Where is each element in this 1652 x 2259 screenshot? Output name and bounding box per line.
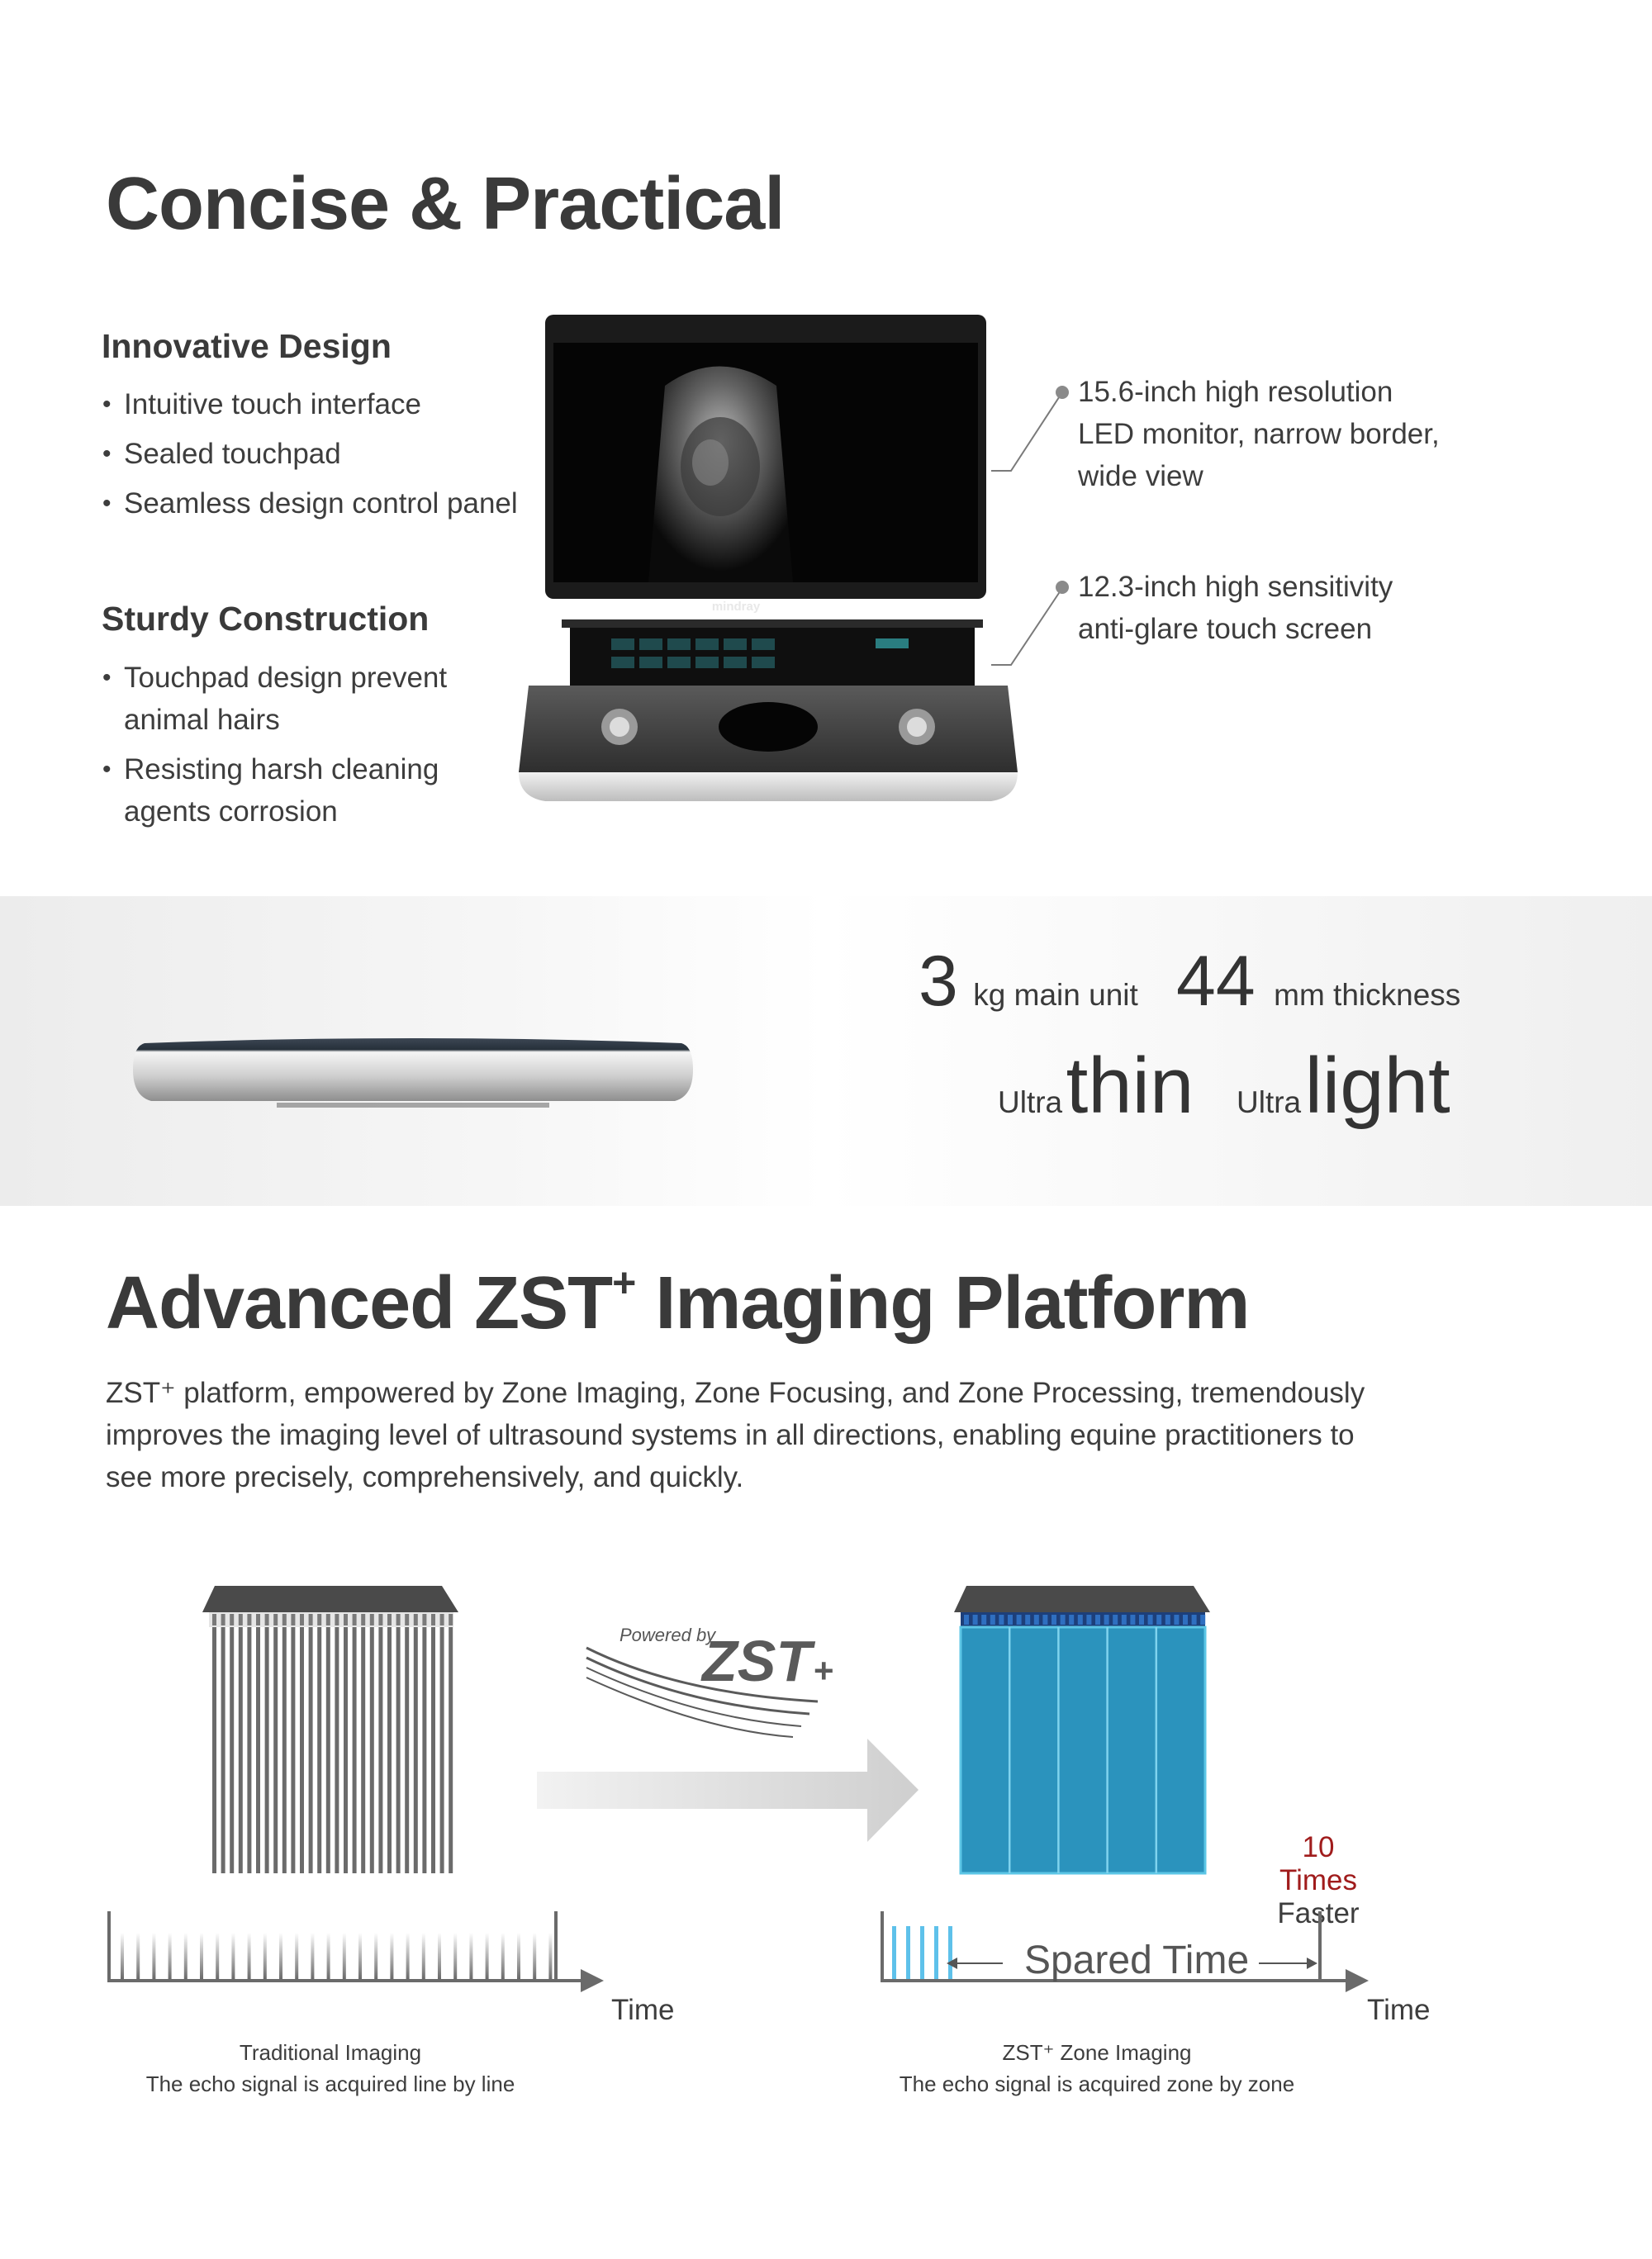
weight-value: 3 — [919, 942, 958, 1021]
transducer-element — [212, 1614, 216, 1625]
paragraph-line: improves the imaging level of ultrasound systems in all directions, enabling equine practitioners to — [106, 1419, 1355, 1451]
callout-lines — [991, 380, 1082, 677]
ultra-prefix: Ultra — [1237, 1085, 1302, 1119]
transducer-element — [449, 1614, 453, 1625]
timeline-pulse — [390, 1933, 393, 1979]
timeline-pulse — [920, 1926, 924, 1979]
scan-line — [405, 1627, 409, 1873]
transducer-element — [353, 1614, 357, 1625]
transducer-element — [1017, 1615, 1022, 1625]
zst-description — [106, 1372, 1365, 1498]
scan-line — [353, 1627, 357, 1873]
zst-logo-plus: + — [814, 1651, 834, 1690]
list-innovative-design — [102, 383, 565, 532]
scan-line — [239, 1627, 243, 1873]
thickness-value: 44 — [1176, 942, 1256, 1021]
transducer-element — [1104, 1615, 1109, 1625]
arrow-right-icon — [537, 1735, 921, 1846]
timeline-pulse — [438, 1933, 441, 1979]
timeline-pulse — [248, 1933, 251, 1979]
transducer-element — [361, 1614, 365, 1625]
scan-line — [265, 1627, 269, 1873]
timeline-pulse — [184, 1933, 188, 1979]
scan-line — [414, 1627, 418, 1873]
transducer-element — [1130, 1615, 1135, 1625]
transducer-element — [1051, 1615, 1056, 1625]
timeline-pulse — [406, 1933, 410, 1979]
transducer-element — [387, 1614, 392, 1625]
thickness-label: mm thickness — [1274, 978, 1461, 1012]
caption-line: Traditional Imaging — [239, 2040, 422, 2065]
transducer-element — [1061, 1615, 1066, 1625]
transducer-element — [1183, 1615, 1188, 1625]
scan-line — [230, 1627, 234, 1873]
scan-line — [370, 1627, 374, 1873]
scan-line — [449, 1627, 453, 1873]
transducer-element — [1008, 1615, 1013, 1625]
device-side-profile-image — [128, 1037, 698, 1119]
scan-line — [256, 1627, 260, 1873]
timeline-pulse — [216, 1933, 219, 1979]
zst-logo — [578, 1615, 851, 1747]
spec-thickness — [1176, 942, 1461, 1021]
section-title-zst — [106, 1259, 1249, 1346]
zst-logo-text: ZST — [702, 1629, 812, 1693]
scan-line — [361, 1627, 365, 1873]
faster-label: Faster — [1277, 1897, 1360, 1929]
timeline-pulse — [548, 1933, 552, 1979]
scan-line — [300, 1627, 304, 1873]
thin-word: thin — [1066, 1042, 1194, 1130]
traditional-timeline — [106, 1908, 733, 1999]
transducer-element — [344, 1614, 348, 1625]
weight-label: kg main unit — [973, 978, 1138, 1012]
spared-time-label: Spared Time — [1024, 1939, 1250, 1982]
traditional-transducer-diagram — [202, 1586, 467, 1875]
transducer-element — [1156, 1615, 1161, 1625]
transducer-element — [1122, 1615, 1127, 1625]
callout-line: wide view — [1078, 460, 1203, 492]
scan-line — [326, 1627, 330, 1873]
transducer-element — [309, 1614, 313, 1625]
transducer-element — [326, 1614, 330, 1625]
timeline-pulse — [948, 1926, 952, 1979]
timeline-pulse — [327, 1933, 330, 1979]
timeline-pulse — [231, 1933, 235, 1979]
scan-line — [291, 1627, 295, 1873]
transducer-element — [239, 1614, 243, 1625]
transducer-element — [431, 1614, 435, 1625]
powered-by-text: Powered by — [620, 1625, 716, 1645]
timeline-pulse — [152, 1933, 155, 1979]
scan-line — [335, 1627, 339, 1873]
heading-innovative-design: Innovative Design — [102, 327, 392, 365]
timeline-pulse — [136, 1933, 140, 1979]
list-item: • Touchpad design prevent animal hairs — [102, 657, 482, 741]
scan-line — [221, 1627, 225, 1873]
timeline-pulse — [263, 1933, 267, 1979]
scan-line — [396, 1627, 401, 1873]
transducer-element — [1042, 1615, 1047, 1625]
traditional-axis-label: Time — [611, 1994, 675, 2026]
scan-line — [212, 1627, 216, 1873]
timeline-pulse — [934, 1926, 938, 1979]
ultra-light — [1237, 1042, 1450, 1130]
transducer-element — [964, 1615, 969, 1625]
scan-line — [422, 1627, 426, 1873]
list-item: • Intuitive touch interface — [102, 383, 565, 425]
spec-weight — [919, 942, 1138, 1021]
transducer-element — [282, 1614, 287, 1625]
callout-line: anti-glare touch screen — [1078, 613, 1373, 645]
title-main: Advanced ZST — [106, 1262, 613, 1345]
traditional-caption — [116, 2037, 545, 2100]
transducer-element — [1200, 1615, 1205, 1625]
paragraph-line: ZST⁺ platform, empowered by Zone Imaging, Zone Focusing, and Zone Processing, tremendously — [106, 1377, 1365, 1409]
caption-line: The echo signal is acquired zone by zone — [899, 2072, 1295, 2096]
scan-line — [282, 1627, 287, 1873]
transducer-element — [317, 1614, 321, 1625]
timeline-pulse — [295, 1933, 298, 1979]
transducer-element — [981, 1615, 986, 1625]
callout-line: 12.3-inch high sensitivity — [1078, 571, 1393, 603]
scan-line — [378, 1627, 382, 1873]
scan-line — [309, 1627, 313, 1873]
callout-touch-screen — [1078, 566, 1393, 650]
transducer-element — [291, 1614, 295, 1625]
scan-line — [431, 1627, 435, 1873]
ultra-prefix: Ultra — [998, 1085, 1063, 1119]
scan-line — [247, 1627, 251, 1873]
transducer-element — [1025, 1615, 1030, 1625]
callout-monitor — [1078, 371, 1440, 497]
title-sup: + — [612, 1260, 636, 1306]
transducer-element — [300, 1614, 304, 1625]
timeline-pulse — [279, 1933, 282, 1979]
transducer-element — [256, 1614, 260, 1625]
transducer-element — [370, 1614, 374, 1625]
timeline-pulse — [422, 1933, 425, 1979]
transducer-element — [221, 1614, 225, 1625]
transducer-element — [247, 1614, 251, 1625]
callout-line: 15.6-inch high resolution — [1078, 376, 1393, 408]
transducer-element — [1148, 1615, 1153, 1625]
transducer-element — [1165, 1615, 1170, 1625]
timeline-pulse — [469, 1933, 472, 1979]
transducer-element — [265, 1614, 269, 1625]
light-word: light — [1304, 1042, 1450, 1130]
transducer-element — [273, 1614, 278, 1625]
timeline-pulse — [486, 1933, 489, 1979]
heading-sturdy-construction: Sturdy Construction — [102, 600, 430, 638]
timeline-pulse — [311, 1933, 314, 1979]
timeline-pulse — [343, 1933, 346, 1979]
times-faster-value: 10 Times — [1279, 1831, 1357, 1896]
transducer-element — [999, 1615, 1004, 1625]
list-item: • Resisting harsh cleaning agents corrosion — [102, 748, 482, 833]
transducer-element — [440, 1614, 444, 1625]
caption-line: The echo signal is acquired line by line — [145, 2072, 515, 2096]
scan-line — [387, 1627, 392, 1873]
list-item: • Seamless design control panel — [102, 482, 565, 524]
timeline-pulse — [374, 1933, 377, 1979]
transducer-element — [1086, 1615, 1091, 1625]
transducer-element — [335, 1614, 339, 1625]
ultra-thin — [998, 1042, 1194, 1130]
timeline-pulse — [892, 1926, 896, 1979]
timeline-pulse — [200, 1933, 203, 1979]
zone-axis-label: Time — [1367, 1994, 1431, 2026]
timeline-pulse — [121, 1933, 124, 1979]
transducer-element — [1078, 1615, 1083, 1625]
list-sturdy-construction — [102, 657, 482, 840]
transducer-element — [1174, 1615, 1179, 1625]
scan-line — [344, 1627, 348, 1873]
transducer-element — [1139, 1615, 1144, 1625]
section-title-concise: Concise & Practical — [106, 163, 785, 245]
transducer-element — [1095, 1615, 1100, 1625]
zone-transducer-diagram — [954, 1586, 1218, 1875]
caption-line: ZST⁺ Zone Imaging — [1002, 2040, 1192, 2065]
scan-line — [317, 1627, 321, 1873]
title-rest: Imaging Platform — [635, 1262, 1250, 1345]
callout-line: LED monitor, narrow border, — [1078, 418, 1440, 450]
transducer-element — [1069, 1615, 1074, 1625]
transducer-element — [414, 1614, 418, 1625]
transducer-element — [1113, 1615, 1118, 1625]
paragraph-line: see more precisely, comprehensively, and quickly. — [106, 1461, 744, 1493]
zone-caption — [882, 2037, 1312, 2100]
transducer-element — [422, 1614, 426, 1625]
callout-dot — [1056, 386, 1069, 399]
transducer-element — [405, 1614, 409, 1625]
timeline-pulse — [453, 1933, 457, 1979]
timeline-pulse — [906, 1926, 910, 1979]
transducer-element — [378, 1614, 382, 1625]
device-logo: mindray — [711, 600, 761, 614]
ultrasound-device-image — [512, 310, 1024, 830]
transducer-element — [973, 1615, 978, 1625]
list-item: • Sealed touchpad — [102, 433, 565, 475]
timeline-pulse — [517, 1933, 520, 1979]
timeline-pulse — [533, 1933, 536, 1979]
transducer-element — [1192, 1615, 1197, 1625]
transducer-element — [396, 1614, 401, 1625]
timeline-pulse — [501, 1933, 505, 1979]
scan-line — [440, 1627, 444, 1873]
transducer-element — [990, 1615, 995, 1625]
timeline-pulse — [169, 1933, 172, 1979]
callout-dot — [1056, 581, 1069, 594]
transducer-element — [1034, 1615, 1039, 1625]
timeline-pulse — [358, 1933, 362, 1979]
scan-line — [273, 1627, 278, 1873]
transducer-element — [230, 1614, 234, 1625]
